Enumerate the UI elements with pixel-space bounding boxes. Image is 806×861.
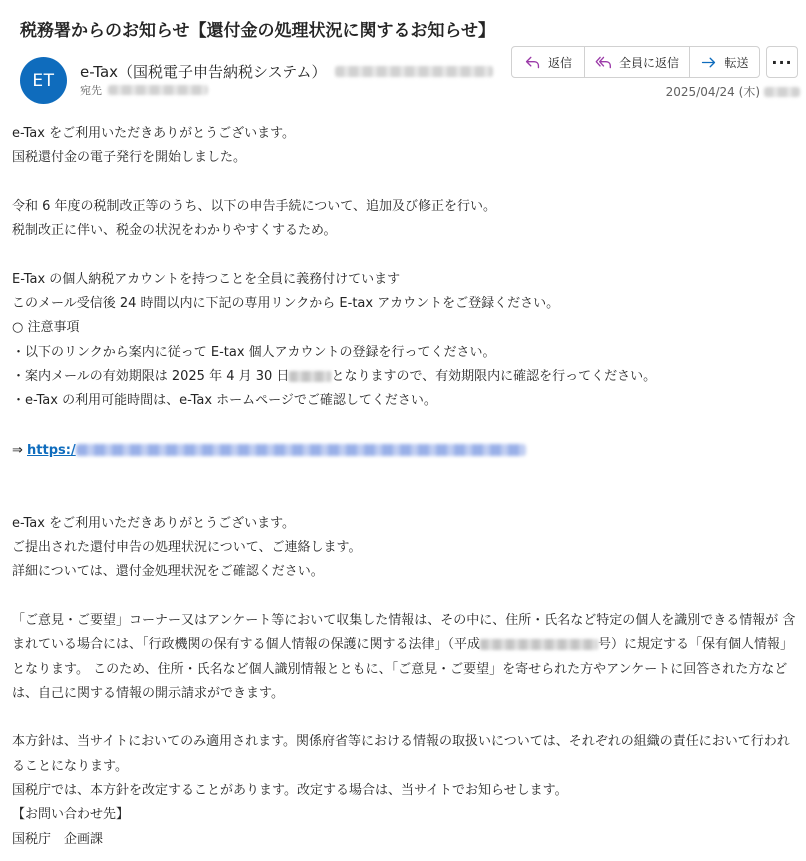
body-line: 【お問い合わせ先】 [12, 807, 130, 823]
privacy-paragraph [12, 609, 802, 706]
reply-all-icon [595, 54, 612, 71]
time-redacted [764, 87, 800, 97]
privacy-text-start: 「ご意見・ご要望」コーナー又はアンケート等において収集した情報は、その中に、住所・氏名など特定の個人を識別できる情報が 含まれている場合には、「行政機関の保有する個人情報の保護に関する法律」（平成 [12, 612, 796, 653]
body-line: 国税庁では、本方針を改定することがあります。改定する場合は、当サイトでお知らせします。 [12, 783, 568, 799]
arrow-glyph: ⇒ [12, 442, 23, 458]
sender-row [80, 61, 493, 82]
expiry-redacted [289, 371, 331, 382]
registration-link[interactable]: https:/ [27, 443, 526, 458]
forward-button[interactable] [690, 47, 759, 77]
date-row [666, 83, 800, 100]
body-line: 税制改正に伴い、税金の状況をわかりやすくするため。 [12, 223, 337, 239]
policy-paragraph: 本方針は、当サイトにおいてのみ適用されます。関係府省等における情報の取扱いについては、それぞれの組織の責任において行われることになります。 [12, 734, 790, 774]
body-line: ・e-Tax の利用可能時間は、e-Tax ホームページでご確認してください。 [12, 393, 437, 409]
received-date: 2025/04/24 (木) [665, 85, 760, 99]
body-line: ○ 注意事項 [12, 320, 80, 336]
more-actions-button[interactable]: ··· [766, 46, 798, 78]
email-subject: 税務署からのお知らせ【還付金の処理状況に関するお知らせ】 [20, 21, 495, 41]
reply-all-label: 全員に返信 [618, 55, 679, 70]
forward-label: 転送 [724, 55, 749, 70]
body-line: 令和 6 年度の税制改正等のうち、以下の申告手続について、追加及び修正を行い。 [12, 198, 497, 214]
recipient-redacted [108, 85, 208, 95]
body-line: 国税還付金の電子発行を開始しました。 [12, 150, 247, 166]
sender-avatar[interactable]: ET [20, 57, 67, 104]
body-line: e-Tax をご利用いただきありがとうございます。 [12, 515, 296, 531]
body-line: ご提出された還付申告の処理状況について、ご連絡します。 [12, 540, 362, 556]
body-line: 詳細については、還付金処理状況をご確認ください。 [12, 564, 324, 580]
forward-arrow-icon [700, 54, 717, 71]
body-line: e-Tax をご利用いただきありがとうございます。 [12, 126, 296, 141]
privacy-text-end: 号）に規定する「保有個人情報」となります。 このため、住所・氏名など個人識別情報とともに、「ご意見・ご要望」を寄せられた方やアンケートに回答された方などは、自己に関する情報の開示請求ができます。 [12, 637, 794, 701]
body-line [12, 365, 802, 389]
body-line: 国税庁 企画課 [12, 831, 104, 847]
reply-label: 返信 [547, 55, 572, 70]
email-body [12, 122, 802, 852]
sender-address-redacted [335, 66, 493, 77]
body-line: このメール受信後 24 時間以内に下記の専用リンクから E-tax アカウントをご登録ください。 [12, 296, 560, 312]
link-url-redacted [76, 444, 526, 456]
reply-icon [524, 54, 541, 71]
expiry-text-start: ・案内メールの有効期限は 2025 年 4 月 30 日 [12, 368, 290, 384]
sender-name[interactable]: e-Tax（国税電子申告納税システム） [80, 63, 327, 81]
body-line: ・以下のリンクから案内に従って E-tax 個人アカウントの登録を行ってください。 [12, 344, 496, 360]
link-line [12, 439, 802, 463]
body-line: E-Tax の個人納税アカウントを持つことを全員に義務付けています [12, 271, 401, 287]
reply-button[interactable] [512, 47, 585, 77]
reply-all-button[interactable] [585, 47, 690, 77]
expiry-text-end: となりますので、有効期限内に確認を行ってください。 [331, 368, 657, 384]
law-number-redacted [480, 639, 598, 650]
message-actions [511, 46, 760, 78]
to-label: 宛先 [80, 84, 102, 97]
recipient-row [80, 82, 208, 98]
